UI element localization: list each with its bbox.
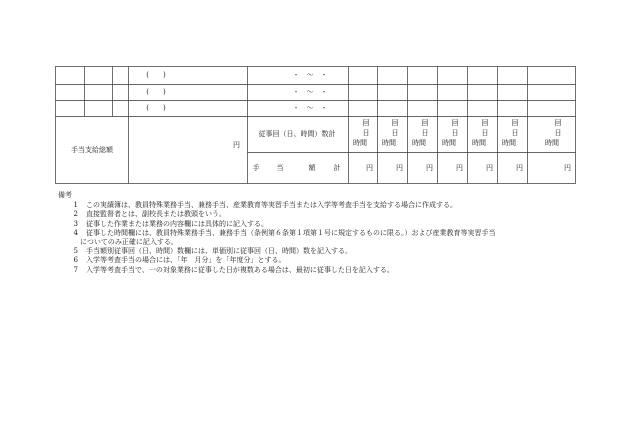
row3-period-field[interactable]: ・ ～ ・: [292, 104, 328, 112]
count-cell[interactable]: 回 日 時間: [412, 119, 429, 147]
count-cell[interactable]: 回 日 時間: [545, 119, 562, 147]
count-total-label: 従事回（日、時間）数計: [258, 130, 336, 138]
count-cell[interactable]: 回 日 時間: [353, 119, 370, 147]
amount-cell[interactable]: 円: [426, 164, 433, 172]
note-text: この実績簿は、教員特殊業務手当、兼務手当、産業教育等実習手当または入学等考査手当を支給する場合に作成する。: [86, 201, 457, 210]
note-number: 1: [73, 201, 78, 210]
amount-cell[interactable]: 円: [396, 164, 403, 172]
note-item: [58, 256, 496, 265]
amount-label-char: 計: [333, 164, 341, 172]
note-number: 4: [73, 228, 78, 237]
row2-period-field[interactable]: ・ ～ ・: [292, 88, 328, 96]
note-text: 直接監督者とは、副校長または教頭をいう。: [86, 210, 226, 219]
amount-cell[interactable]: 円: [366, 164, 373, 172]
amount-cell[interactable]: 円: [516, 164, 523, 172]
row1-period-field[interactable]: ・ ～ ・: [292, 71, 328, 79]
total-allowance-label: 手当支給総額: [71, 146, 113, 154]
amount-cell[interactable]: 円: [564, 164, 571, 172]
amount-cell[interactable]: 円: [486, 164, 493, 172]
note-number: 2: [73, 210, 78, 219]
row1-paren-field[interactable]: ( ): [146, 71, 166, 79]
count-cell[interactable]: 回 日 時間: [442, 119, 459, 147]
amount-label-char: 当: [276, 164, 284, 172]
notes-section: [58, 191, 496, 275]
amount-label-char: 額: [308, 164, 316, 172]
count-cell[interactable]: 回 日 時間: [382, 119, 399, 147]
note-item: [58, 210, 496, 219]
note-number: 3: [73, 219, 78, 228]
amount-label-char: 手: [252, 164, 260, 172]
note-item: [58, 229, 496, 238]
row2-paren-field[interactable]: ( ): [146, 88, 166, 96]
count-cell[interactable]: 回 日 時間: [472, 119, 489, 147]
total-yen-unit: 円: [233, 141, 240, 149]
note-number: 7: [73, 265, 78, 274]
note-item: [58, 266, 496, 275]
amount-cell[interactable]: 円: [456, 164, 463, 172]
note-continuation: についてのみ正確に記入する。: [80, 238, 178, 247]
note-text: 従事した時間欄には、教員特殊業務手当、兼務手当（条例第６条第１項第１号に規定するものに限る。）および産業教育等実習手当: [86, 228, 496, 237]
note-number: 6: [73, 256, 78, 265]
note-text: 入学等考査手当の場合には、「年 月分」を「年度分」とする。: [86, 256, 286, 265]
note-text: 手当額別従事回（日、時間）数欄には、単価別に従事回（日、時間）数を記入する。: [86, 247, 352, 256]
notes-title: 備考: [58, 191, 72, 199]
count-cell[interactable]: 回 日 時間: [502, 119, 519, 147]
row3-paren-field[interactable]: ( ): [146, 104, 166, 112]
note-text: 従事した作業または業務の内容欄には具体的に記入する。: [86, 219, 268, 228]
note-text: 入学等考査手当で、一の対象業務に従事した日が複数ある場合は、最初に従事した日を記入する。: [86, 265, 394, 274]
note-number: 5: [73, 247, 78, 256]
note-item: [58, 220, 496, 229]
